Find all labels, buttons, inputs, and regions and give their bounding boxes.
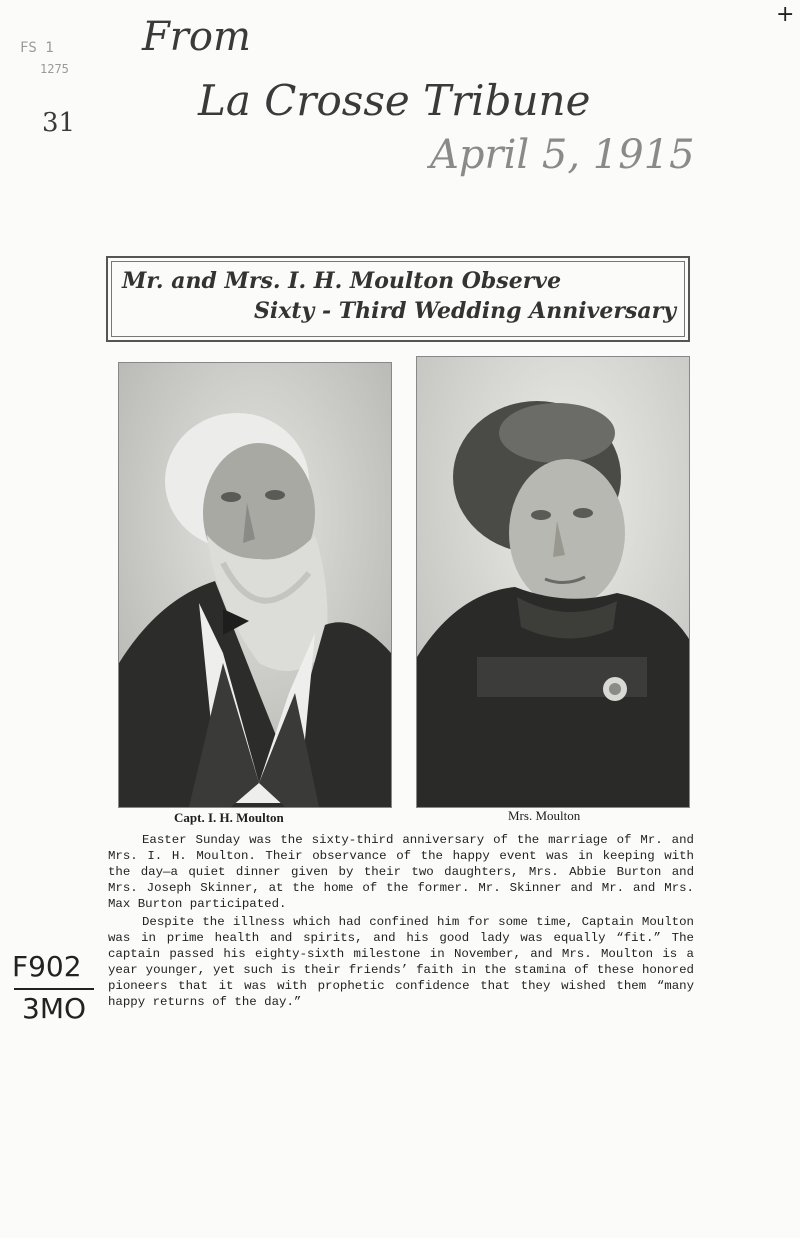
article-paragraph-2: Despite the illness which had confined him for some time, Captain Moulton was in prime health and spirits, and his good lady was equally “fit.” The captain passed his eighty-sixth milestone in November, and Mrs. Moulton is a year younger, yet such is their friends’ faith in the stamina of these honored pioneers that it was with prophetic confidence that they wished them “many happy returns of the day.” [108,915,694,1009]
handwritten-date: April 5, 1915 [430,132,695,178]
handwritten-from: From [142,14,251,60]
headline-line-2: Sixty - Third Wedding Anniversary [254,298,676,324]
headline-line-1: Mr. and Mrs. I. H. Moulton Observe [122,268,562,294]
photo-capt-moulton [118,362,392,808]
article-paragraph-1: Easter Sunday was the sixty-third anniversary of the marriage of Mr. and Mrs. I. H. Moulton. Their observance of the happy event was in keeping with the day—a quiet dinner given by their two daughters, Mrs. Abbie Burton and Mrs. Joseph Skinner, at the home of the former. Mr. Skinner and Mr. and Mrs. Max Burton participated. [108,833,694,911]
caption-mrs-moulton: Mrs. Moulton [508,808,581,823]
article-body [108,832,694,1010]
caption-capt-moulton: Capt. I. H. Moulton [174,810,284,825]
file-code-line-2: 3MO [22,992,87,1025]
folio-number: 31 [42,108,76,138]
headline-box [106,256,690,342]
archive-stamp-top: FS 1 [20,40,54,56]
file-code-line-1: F902 [12,950,82,983]
archive-stamp-bottom: 1275 [40,62,69,76]
handwritten-source: La Crosse Tribune [198,76,591,125]
photo-mrs-moulton [416,356,690,808]
corner-mark: + [776,2,795,27]
portrait-man-image [119,363,391,807]
file-code-divider [14,988,94,990]
portrait-woman-image [417,357,689,807]
